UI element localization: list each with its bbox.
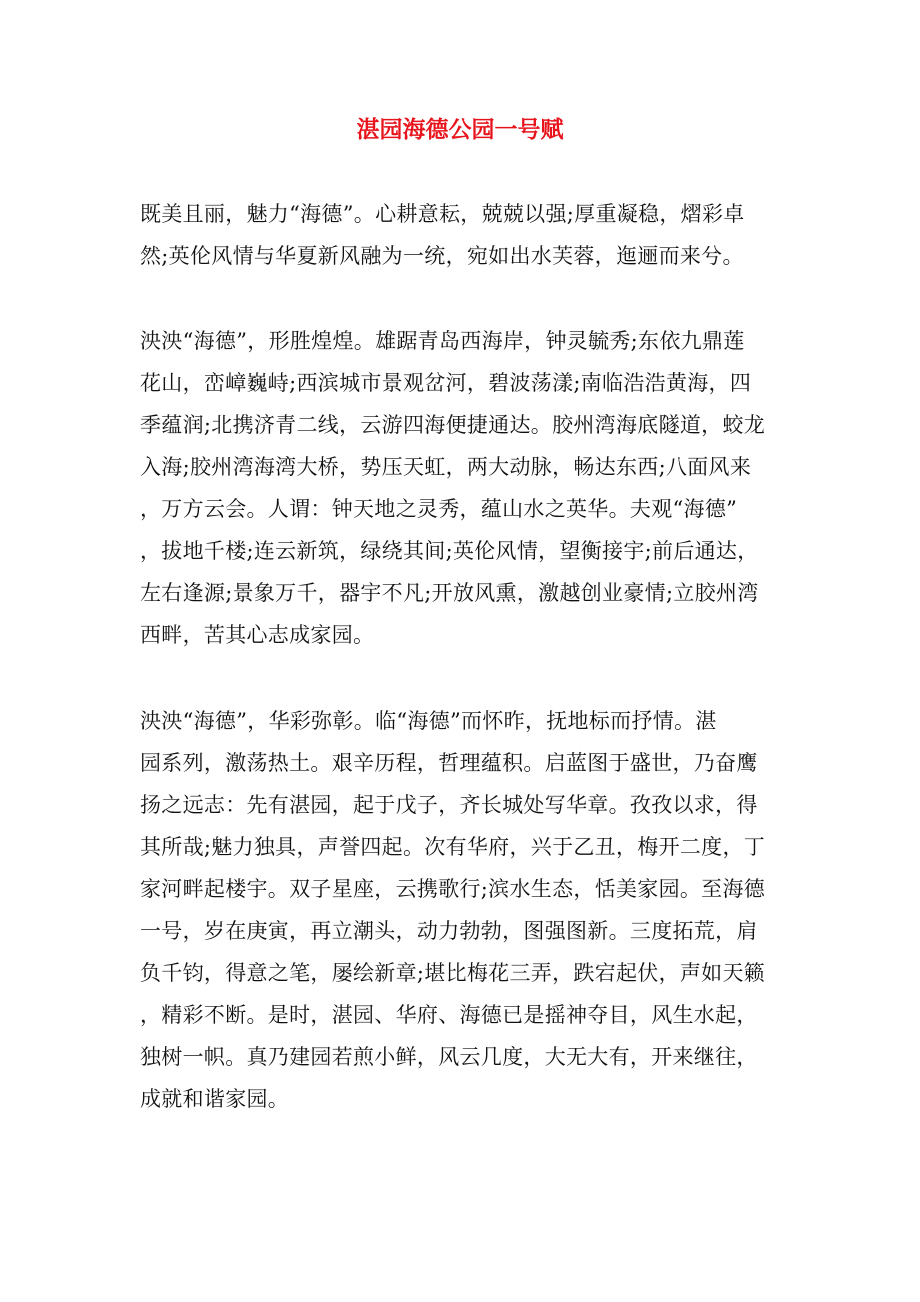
paragraph-3	[140, 700, 800, 1120]
text-line: 其所哉;魅力独具，声誉四起。次有华府，兴于乙丑，梅开二度，丁	[140, 835, 766, 859]
text-line: 入海;胶州湾海湾大桥，势压天虹，两大动脉，畅达东西;八面风来	[140, 455, 752, 479]
text-line: 负千钧，得意之笔，屡绘新章;堪比梅花三弄，跌宕起伏，声如天籁	[140, 961, 766, 985]
paragraph-1	[140, 193, 800, 277]
document-title: 湛园海德公园一号赋	[356, 117, 564, 143]
text-line: 一号，岁在庚寅，再立潮头，动力勃勃，图强图新。三度拓荒，肩	[140, 919, 758, 943]
text-line: 家河畔起楼宇。双子星座，云携歌行;滨水生态，恬美家园。至海德	[140, 877, 766, 901]
text-line: 花山，峦嶂巍峙;西滨城市景观岔河，碧波荡漾;南临浩浩黄海，四	[140, 371, 752, 395]
text-line: 扬之远志：先有湛园，起于戊子，齐长城处写华章。孜孜以求，得	[140, 793, 758, 817]
text-line: ，万方云会。人谓：钟天地之灵秀，蕴山水之英华。夫观“海德”	[140, 497, 738, 521]
text-line: 成就和谐家园。	[140, 1087, 290, 1111]
text-line: 季蕴润;北携济青二线，云游四海便捷通达。胶州湾海底隧道，蛟龙	[140, 413, 766, 437]
text-line: 西畔，苦其心志成家园。	[140, 623, 375, 647]
text-line: 独树一帜。真乃建园若煎小鲜，风云几度，大无大有，开来继往，	[140, 1045, 758, 1069]
text-line: 泱泱“海德”，形胜煌煌。雄踞青岛西海岸，钟灵毓秀;东依九鼎莲	[140, 329, 745, 353]
text-line: 既美且丽，魅力“海德”。心耕意耘，兢兢以强;厚重凝稳，熠彩卓	[140, 202, 745, 226]
text-line: 泱泱“海德”，华彩弥彰。临“海德”而怀昨，抚地标而抒情。湛	[140, 709, 717, 733]
text-line: 园系列，激荡热土。艰辛历程，哲理蕴积。启蓝图于盛世，乃奋鹰	[140, 751, 758, 775]
text-line: ，拔地千楼;连云新筑，绿绕其间;英伦风情，望衡接宇;前后通达，	[140, 539, 759, 563]
text-line: 然;英伦风情与华夏新风融为一统，宛如出水芙蓉，迤逦而来兮。	[140, 244, 744, 268]
text-line: 左右逢源;景象万千，器宇不凡;开放风熏，激越创业豪情;立胶州湾	[140, 581, 759, 605]
paragraph-2	[140, 320, 800, 656]
text-line: ，精彩不断。是时，湛园、华府、海德已是摇神夺目，风生水起，	[140, 1003, 758, 1027]
